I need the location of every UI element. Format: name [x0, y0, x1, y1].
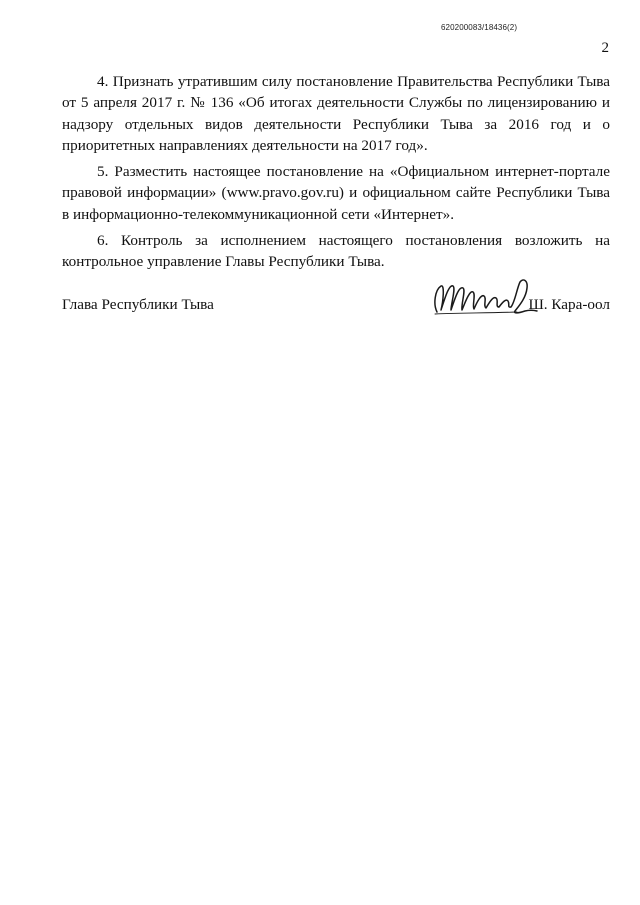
document-body: [62, 71, 610, 278]
paragraph-5: 5. Разместить настоящее постановление на «Официальном интернет-портале правовой информации» (www.pravo.gov.ru) и официальном сайте Республики Тыва в информационно-телекоммуникационной сети «Интернет».: [62, 163, 610, 223]
paragraph-4: 4. Признать утратившим силу постановление Правительства Республики Тыва от 5 апреля 2017 г. № 136 «Об итогах деятельности Службы по лицензированию и надзору отдельных видов деятельности Республики Тыва за 2016 год и о приоритетных направлениях деятельности на 2017 год».: [62, 73, 610, 154]
signer-name: Ш. Кара-оол: [528, 296, 610, 313]
document-id: 620200083/18436(2): [441, 23, 518, 32]
signer-title: Глава Республики Тыва: [62, 296, 214, 313]
handwritten-signature: [429, 276, 539, 318]
paragraph-6: 6. Контроль за исполнением настоящего постановления возложить на контрольное управление Главы Республики Тыва.: [62, 232, 610, 271]
page-number: 2: [601, 40, 609, 56]
signature-block: [62, 276, 610, 324]
